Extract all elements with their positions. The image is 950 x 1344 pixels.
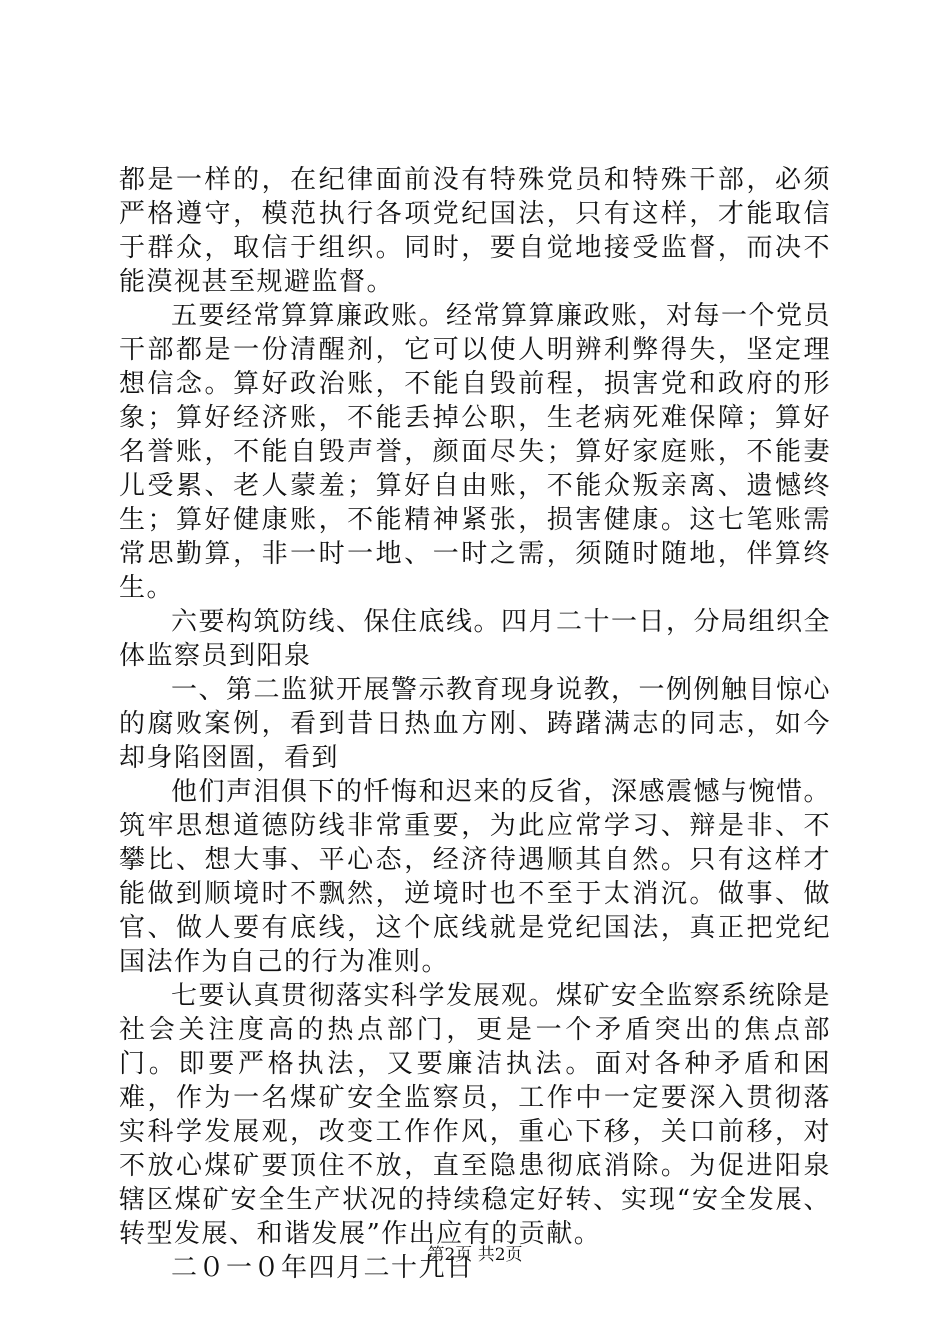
paragraph-reflection: 他们声泪俱下的忏悔和迟来的反省，深感震憾与惋惜。筑牢思想道德防线非常重要，为此应常学习、辩是非、不攀比、想大事、平心态，经济待遇顺其自然。只有这样才能做到顺境时不飘然，逆境时也不至于太消沉。做事、做官、做人要有底线，这个底线就是党纪国法，真正把党纪国法作为自己的行为准则。 xyxy=(119,777,832,977)
document-date: 二０一０年四月二十九日 xyxy=(171,1253,474,1283)
paragraph-seven: 七要认真贯彻落实科学发展观。煤矿安全监察系统除是社会关注度高的热点部门，更是一个矛盾突出的焦点部门。即要严格执法，又要廉洁执法。面对各种矛盾和困难，作为一名煤矿安全监察员，工作中一定要深入贯彻落实科学发展观，改变工作作风，重心下移，关口前移，对不放心煤矿要顶住不放，直至隐患彻底消除。为促进阳泉辖区煤矿安全生产状况的持续稳定好转、实现“安全发展、转型发展、和谐发展”作出应有的贡献。 xyxy=(119,981,832,1249)
page-footer: 第2页 共2页 xyxy=(427,1245,523,1265)
document-body xyxy=(119,163,831,1285)
paragraph-six: 六要构筑防线、保住底线。四月二十一日，分局组织全体监察员到阳泉 xyxy=(119,607,832,671)
paragraph-five: 五要经常算算廉政账。经常算算廉政账，对每一个党员干部都是一份清醒剂，它可以使人明辨利弊得失，坚定理想信念。算好政治账，不能自毁前程，损害党和政府的形象；算好经济账，不能丢掉公职，生老病死难保障；算好名誉账，不能自毁声誉，颜面尽失；算好家庭账，不能妻儿受累、老人蒙羞；算好自由账，不能众叛亲离、遗憾终生；算好健康账，不能精神紧张，损害健康。这七笔账需常思勤算，非一时一地、一时之需，须随时随地，伴算终生。 xyxy=(119,301,832,603)
paragraph-prison-visit: 一、第二监狱开展警示教育现身说教，一例例触目惊心的腐败案例，看到昔日热血方刚、踌躇满志的同志，如今却身陷囹圄，看到 xyxy=(119,675,832,773)
paragraph-continuation: 都是一样的，在纪律面前没有特殊党员和特殊干部，必须严格遵守，模范执行各项党纪国法，只有这样，才能取信于群众，取信于组织。同时，要自觉地接受监督，而决不能漠视甚至规避监督。 xyxy=(119,165,831,297)
